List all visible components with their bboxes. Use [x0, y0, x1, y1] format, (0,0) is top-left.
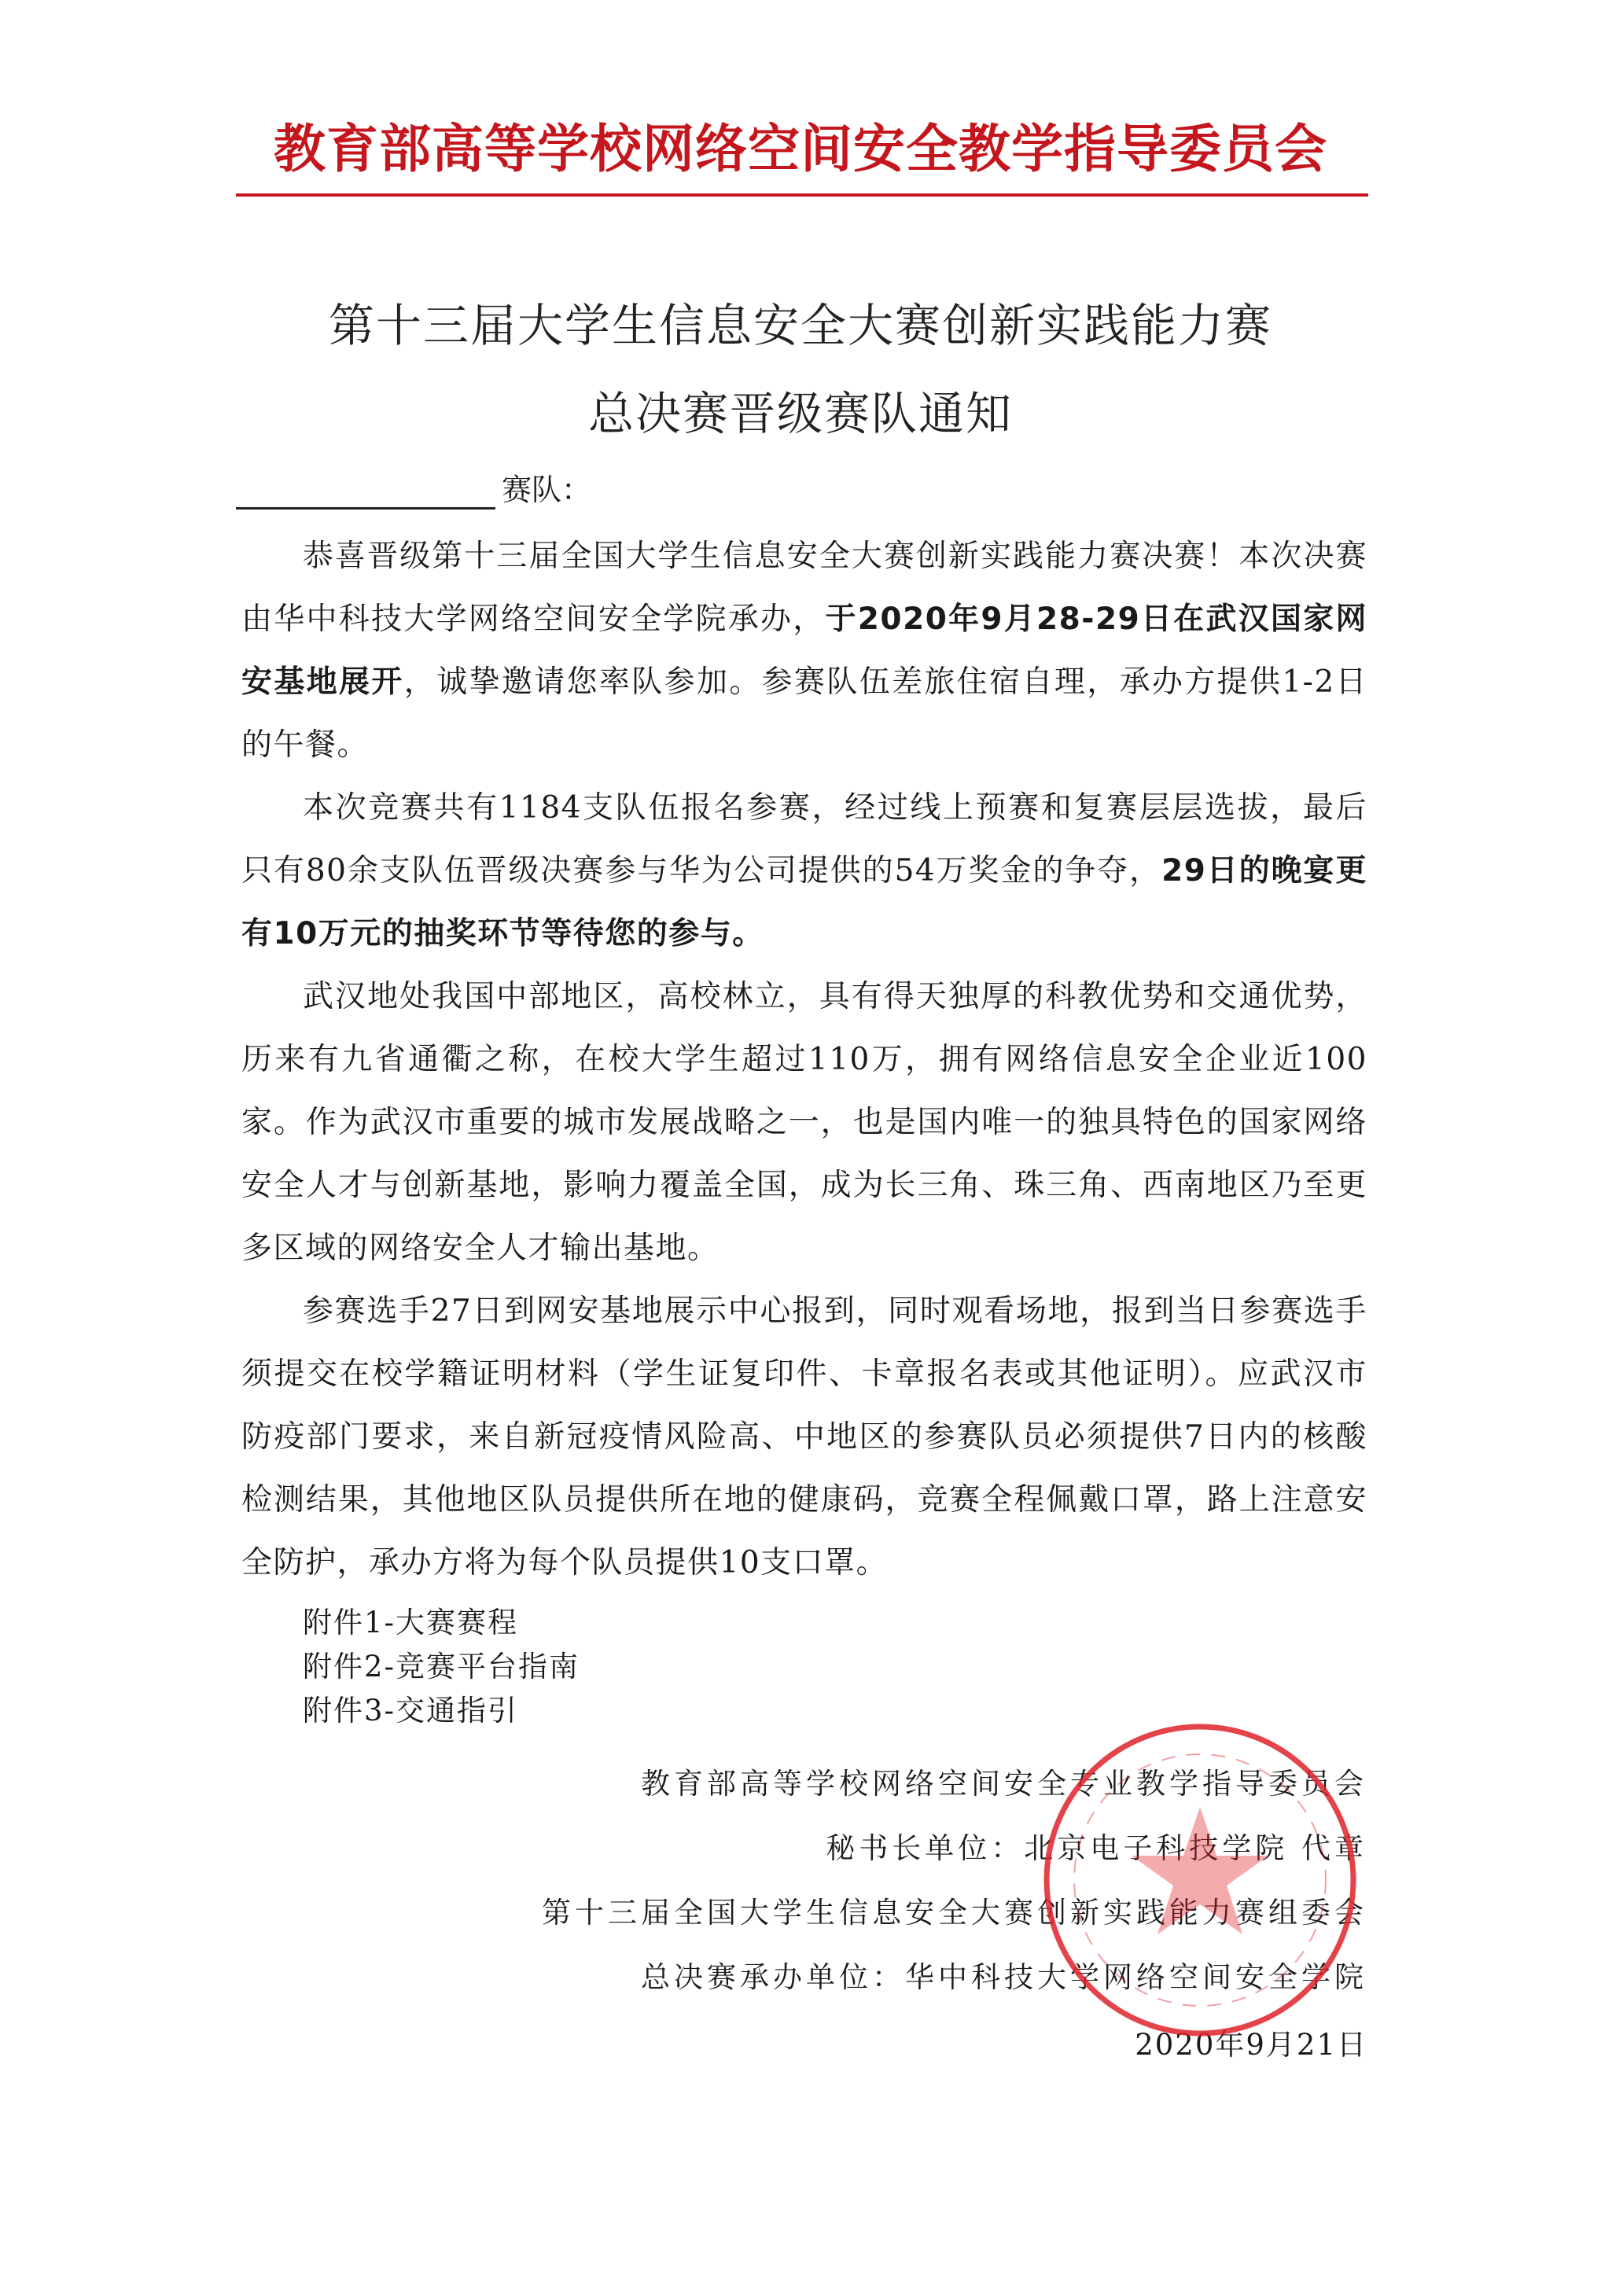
document-title-line2: 总决赛晋级赛队通知: [587, 387, 1013, 440]
attachments-list: [303, 1601, 1367, 1733]
bold-text: 29日的晚宴更有10万元的抽奖环节等待您的参与。: [241, 853, 1367, 951]
paragraph-4: 参赛选手27日到网安基地展示中心报到，同时观看场地，报到当日参赛选手须提交在校学籍证明材料（学生证复印件、卡章报名表或其他证明）。应武汉市防疫部门要求，来自新冠疫情风险高、中地区的参赛队员必须提供7日内的核酸检测结果，其他地区队员提供所在地的健康码，竞赛全程佩戴口罩，路上注意安全防护，承办方将为每个队员提供10支口罩。: [241, 1293, 1367, 1580]
attachment-item: 附件1-大赛赛程: [303, 1606, 519, 1639]
paragraph-3: 武汉地处我国中部地区，高校林立，具有得天独厚的科教优势和交通优势，历来有九省通衢之称，在校大学生超过110万，拥有网络信息安全企业近100家。作为武汉市重要的城市发展战略之一，也是国内唯一的独具特色的国家网络安全人才与创新基地，影响力覆盖全国，成为长三角、珠三角、西南地区乃至更多区域的网络安全人才输出基地。: [241, 979, 1367, 1266]
salutation-text: 赛队：: [502, 473, 592, 507]
salutation: [236, 470, 591, 510]
text: 本次竞赛共有1184支队伍报名参赛，经过线上预赛和复赛层层选拔，最后只有80余支队伍晋级决赛参与华为公司提供的54万奖金的争夺，: [241, 790, 1367, 889]
signature-committee: 教育部高等学校网络空间安全专业教学指导委员会: [641, 1767, 1367, 1801]
attachment-item: 附件2-竞赛平台指南: [303, 1650, 580, 1683]
attachment-item: 附件3-交通指引: [303, 1694, 519, 1728]
letterhead: 教育部高等学校网络空间安全教学指导委员会: [274, 119, 1327, 179]
paragraph-1: [241, 525, 1367, 777]
document-title-line1: 第十三届大学生信息安全大赛创新实践能力赛: [328, 299, 1272, 352]
text: ，诚挚邀请您率队参加。参赛队伍差旅住宿自理，承办方提供1-2日的午餐。: [241, 664, 1367, 763]
notice-body: [241, 525, 1367, 1595]
document-flow: [241, 525, 1367, 2081]
paragraph-2: [241, 777, 1367, 966]
signature-block: [241, 1752, 1367, 2081]
team-name-blank: [236, 473, 495, 510]
signature-host: 总决赛承办单位：华中科技大学网络空间安全学院: [641, 1960, 1367, 1994]
text: 恭喜晋级第十三届全国大学生信息安全大赛创新实践能力赛决赛！本次决赛由华中科技大学网络空间安全学院承办，: [241, 539, 1367, 637]
letterhead-divider: [236, 193, 1368, 197]
bold-text: 于2020年9月28-29日在武汉国家网安基地展开: [241, 602, 1367, 700]
signature-secretariat: 秘书长单位：北京电子科技学院 代章: [826, 1831, 1367, 1865]
signature-date: 2020年9月21日: [1135, 2028, 1367, 2062]
signature-organizing-committee: 第十三届全国大学生信息安全大赛创新实践能力赛组委会: [542, 1896, 1367, 1930]
